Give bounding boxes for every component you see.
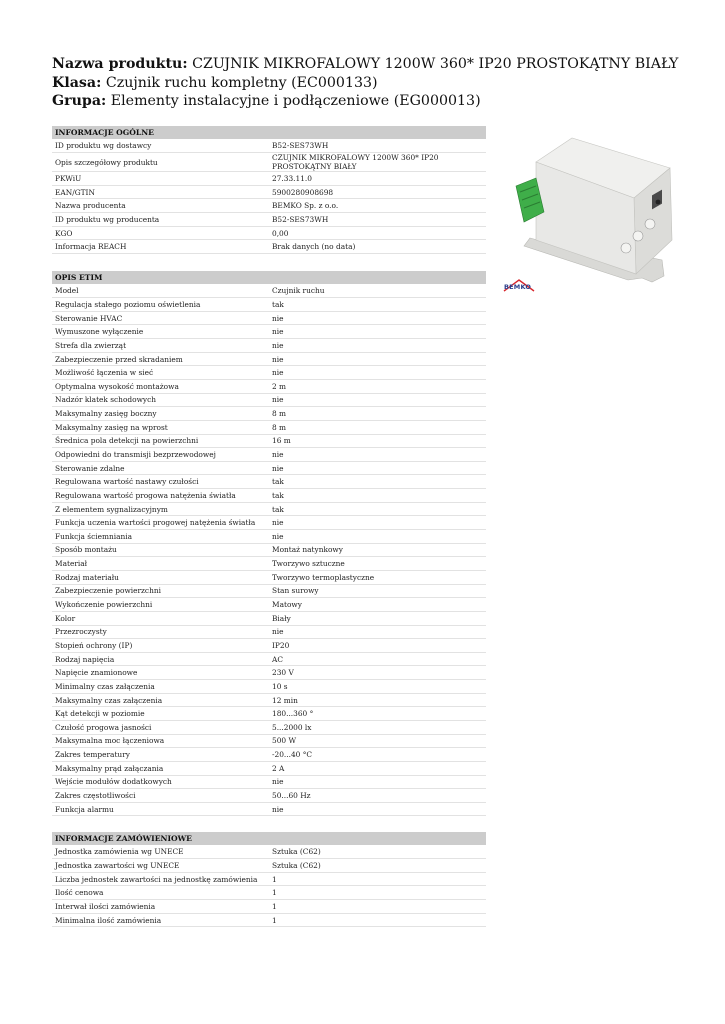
table-row bbox=[52, 530, 486, 544]
attribute-value: 1 bbox=[269, 872, 486, 886]
attribute-value: 1 bbox=[269, 913, 486, 927]
table-row bbox=[52, 611, 486, 625]
table-row bbox=[52, 652, 486, 666]
attribute-name: Sposób montażu bbox=[52, 543, 269, 557]
attribute-value: 500 W bbox=[269, 734, 486, 748]
attribute-value: 2 m bbox=[269, 379, 486, 393]
attribute-name: Wejście modułów dodatkowych bbox=[52, 775, 269, 789]
attribute-name: Maksymalny prąd załączania bbox=[52, 761, 269, 775]
table-row bbox=[52, 448, 486, 462]
table-row bbox=[52, 461, 486, 475]
attribute-value: nie bbox=[269, 325, 486, 339]
attribute-name: Przezroczysty bbox=[52, 625, 269, 639]
table-row bbox=[52, 789, 486, 803]
product-name-value: CZUJNIK MIKROFALOWY 1200W 360* IP20 PROSTOKĄTNY BIAŁY bbox=[192, 56, 679, 72]
attribute-value: Sztuka (C62) bbox=[269, 845, 486, 859]
attribute-name: Maksymalny zasięg boczny bbox=[52, 407, 269, 421]
attribute-value: 1 bbox=[269, 900, 486, 914]
spec-table bbox=[52, 845, 486, 927]
attribute-name: Opis szczegółowy produktu bbox=[52, 153, 269, 172]
attribute-name: Regulowana wartość progowa natężenia światła bbox=[52, 489, 269, 503]
attribute-value: tak bbox=[269, 475, 486, 489]
attribute-name: ID produktu wg dostawcy bbox=[52, 139, 269, 153]
attribute-name: Liczba jednostek zawartości na jednostkę zamówienia bbox=[52, 872, 269, 886]
attribute-name: Regulacja stałego poziomu oświetlenia bbox=[52, 298, 269, 312]
attribute-value: nie bbox=[269, 339, 486, 353]
attribute-value: 1 bbox=[269, 886, 486, 900]
attribute-value: Biały bbox=[269, 611, 486, 625]
attribute-value: 50...60 Hz bbox=[269, 789, 486, 803]
attribute-name: Informacja REACH bbox=[52, 240, 269, 254]
table-row bbox=[52, 240, 486, 254]
table-row bbox=[52, 900, 486, 914]
attribute-name: Zakres częstotliwości bbox=[52, 789, 269, 803]
section-etim bbox=[52, 271, 486, 816]
table-row bbox=[52, 407, 486, 421]
table-row bbox=[52, 379, 486, 393]
attribute-name: Funkcja ściemniania bbox=[52, 530, 269, 544]
attribute-name: Jednostka zamówienia wg UNECE bbox=[52, 845, 269, 859]
attribute-name: Wymuszone wyłączenie bbox=[52, 325, 269, 339]
sensor-device-illustration bbox=[502, 128, 682, 296]
attribute-name: Zabezpieczenie przed skradaniem bbox=[52, 352, 269, 366]
table-row bbox=[52, 366, 486, 380]
product-name-label: Nazwa produktu: bbox=[52, 56, 188, 72]
table-row bbox=[52, 639, 486, 653]
table-row bbox=[52, 886, 486, 900]
table-row bbox=[52, 845, 486, 859]
table-row bbox=[52, 172, 486, 186]
table-row bbox=[52, 872, 486, 886]
table-row bbox=[52, 707, 486, 721]
attribute-name: Funkcja uczenia wartości progowej natężenia światła bbox=[52, 516, 269, 530]
attribute-name: Średnica pola detekcji na powierzchni bbox=[52, 434, 269, 448]
table-row bbox=[52, 311, 486, 325]
attribute-name: Kąt detekcji w poziomie bbox=[52, 707, 269, 721]
attribute-name: Zakres temperatury bbox=[52, 748, 269, 762]
table-row bbox=[52, 625, 486, 639]
attribute-value: BEMKO Sp. z o.o. bbox=[269, 199, 486, 213]
table-row bbox=[52, 339, 486, 353]
attribute-value: tak bbox=[269, 502, 486, 516]
product-class-value: Czujnik ruchu kompletny (EC000133) bbox=[105, 74, 378, 91]
product-group-label: Grupa: bbox=[52, 93, 107, 109]
attribute-value: Tworzywo sztuczne bbox=[269, 557, 486, 571]
attribute-value: tak bbox=[269, 489, 486, 503]
table-row bbox=[52, 420, 486, 434]
table-row bbox=[52, 734, 486, 748]
table-row bbox=[52, 185, 486, 199]
attribute-value: Brak danych (no data) bbox=[269, 240, 486, 254]
attribute-name: Jednostka zawartości wg UNECE bbox=[52, 859, 269, 873]
attribute-name: Minimalny czas załączenia bbox=[52, 680, 269, 694]
table-row bbox=[52, 802, 486, 816]
attribute-value: 16 m bbox=[269, 434, 486, 448]
attribute-name: Interwał ilości zamówienia bbox=[52, 900, 269, 914]
attribute-value: Montaż natynkowy bbox=[269, 543, 486, 557]
table-row bbox=[52, 199, 486, 213]
table-row bbox=[52, 557, 486, 571]
table-row bbox=[52, 325, 486, 339]
bemko-logo-text: BEMKO bbox=[504, 283, 532, 291]
attribute-value: nie bbox=[269, 775, 486, 789]
attribute-name: Możliwość łączenia w sieć bbox=[52, 366, 269, 380]
attribute-name: Model bbox=[52, 284, 269, 298]
attribute-name: Zabezpieczenie powierzchni bbox=[52, 584, 269, 598]
section-title: OPIS ETIM bbox=[52, 271, 486, 284]
attribute-name: Kolor bbox=[52, 611, 269, 625]
attribute-value: 5900280908698 bbox=[269, 185, 486, 199]
attribute-name: Odpowiedni do transmisji bezprzewodowej bbox=[52, 448, 269, 462]
attribute-value: Stan surowy bbox=[269, 584, 486, 598]
attribute-value: nie bbox=[269, 516, 486, 530]
table-row bbox=[52, 570, 486, 584]
bemko-logo bbox=[502, 278, 536, 294]
attribute-value: Tworzywo termoplastyczne bbox=[269, 570, 486, 584]
attribute-name: Rodzaj materiału bbox=[52, 570, 269, 584]
attribute-value: Czujnik ruchu bbox=[269, 284, 486, 298]
table-row bbox=[52, 859, 486, 873]
attribute-value: -20...40 °C bbox=[269, 748, 486, 762]
attribute-name: KGO bbox=[52, 226, 269, 240]
attribute-name: Rodzaj napięcia bbox=[52, 652, 269, 666]
attribute-name: Maksymalny zasięg na wprost bbox=[52, 420, 269, 434]
table-row bbox=[52, 693, 486, 707]
table-row bbox=[52, 680, 486, 694]
table-row bbox=[52, 543, 486, 557]
table-row bbox=[52, 489, 486, 503]
table-row bbox=[52, 721, 486, 735]
table-row bbox=[52, 516, 486, 530]
product-class-label: Klasa: bbox=[52, 74, 102, 91]
spec-column bbox=[52, 0, 486, 1024]
attribute-name: Nadzór klatek schodowych bbox=[52, 393, 269, 407]
attribute-name: Z elementem sygnalizacyjnym bbox=[52, 502, 269, 516]
table-row bbox=[52, 139, 486, 153]
spec-table bbox=[52, 284, 486, 816]
table-row bbox=[52, 213, 486, 227]
product-group-value: Elementy instalacyjne i podłączeniowe (EG000013) bbox=[110, 93, 481, 109]
attribute-value: 27.33.11.0 bbox=[269, 172, 486, 186]
section-title: INFORMACJE ZAMÓWIENIOWE bbox=[52, 832, 486, 845]
table-row bbox=[52, 913, 486, 927]
attribute-name: Optymalna wysokość montażowa bbox=[52, 379, 269, 393]
attribute-value: nie bbox=[269, 393, 486, 407]
attribute-value: nie bbox=[269, 448, 486, 462]
table-row bbox=[52, 598, 486, 612]
attribute-value: 8 m bbox=[269, 420, 486, 434]
spec-table bbox=[52, 139, 486, 254]
table-row bbox=[52, 434, 486, 448]
attribute-value: B52-SES73WH bbox=[269, 139, 486, 153]
attribute-name: Czułość progowa jasności bbox=[52, 721, 269, 735]
attribute-value: IP20 bbox=[269, 639, 486, 653]
table-row bbox=[52, 666, 486, 680]
attribute-value: CZUJNIK MIKROFALOWY 1200W 360* IP20 PROSTOKĄTNY BIAŁY bbox=[269, 153, 486, 172]
attribute-value: 0,00 bbox=[269, 226, 486, 240]
table-row bbox=[52, 775, 486, 789]
attribute-value: AC bbox=[269, 652, 486, 666]
table-row bbox=[52, 153, 486, 172]
attribute-name: PKWiU bbox=[52, 172, 269, 186]
attribute-name: Nazwa producenta bbox=[52, 199, 269, 213]
attribute-name: Strefa dla zwierząt bbox=[52, 339, 269, 353]
table-row bbox=[52, 352, 486, 366]
attribute-name: Materiał bbox=[52, 557, 269, 571]
table-row bbox=[52, 502, 486, 516]
attribute-value: nie bbox=[269, 311, 486, 325]
attribute-value: 230 V bbox=[269, 666, 486, 680]
attribute-value: nie bbox=[269, 366, 486, 380]
attribute-value: 8 m bbox=[269, 407, 486, 421]
attribute-value: nie bbox=[269, 352, 486, 366]
table-row bbox=[52, 226, 486, 240]
attribute-value: nie bbox=[269, 461, 486, 475]
table-row bbox=[52, 475, 486, 489]
attribute-value: 12 min bbox=[269, 693, 486, 707]
section-order-info bbox=[52, 832, 486, 927]
attribute-value: B52-SES73WH bbox=[269, 213, 486, 227]
attribute-name: Sterowanie HVAC bbox=[52, 311, 269, 325]
attribute-name: Wykończenie powierzchni bbox=[52, 598, 269, 612]
attribute-name: Regulowana wartość nastawy czułości bbox=[52, 475, 269, 489]
attribute-name: Minimalna ilość zamówienia bbox=[52, 913, 269, 927]
table-row bbox=[52, 761, 486, 775]
attribute-name: Maksymalna moc łączeniowa bbox=[52, 734, 269, 748]
section-title: INFORMACJE OGÓLNE bbox=[52, 126, 486, 139]
attribute-name: EAN/GTIN bbox=[52, 185, 269, 199]
attribute-name: ID produktu wg producenta bbox=[52, 213, 269, 227]
attribute-value: 10 s bbox=[269, 680, 486, 694]
table-row bbox=[52, 284, 486, 298]
attribute-value: 5...2000 lx bbox=[269, 721, 486, 735]
attribute-value: tak bbox=[269, 298, 486, 312]
attribute-value: 2 A bbox=[269, 761, 486, 775]
attribute-value: 180...360 ° bbox=[269, 707, 486, 721]
attribute-name: Ilość cenowa bbox=[52, 886, 269, 900]
table-row bbox=[52, 748, 486, 762]
table-row bbox=[52, 584, 486, 598]
attribute-name: Maksymalny czas załączenia bbox=[52, 693, 269, 707]
attribute-name: Sterowanie zdalne bbox=[52, 461, 269, 475]
attribute-name: Funkcja alarmu bbox=[52, 802, 269, 816]
attribute-value: Sztuka (C62) bbox=[269, 859, 486, 873]
attribute-value: nie bbox=[269, 530, 486, 544]
table-row bbox=[52, 298, 486, 312]
section-general-info bbox=[52, 126, 486, 254]
product-image bbox=[502, 128, 682, 296]
attribute-value: Matowy bbox=[269, 598, 486, 612]
table-row bbox=[52, 393, 486, 407]
attribute-name: Stopień ochrony (IP) bbox=[52, 639, 269, 653]
attribute-name: Napięcie znamionowe bbox=[52, 666, 269, 680]
attribute-value: nie bbox=[269, 625, 486, 639]
attribute-value: nie bbox=[269, 802, 486, 816]
